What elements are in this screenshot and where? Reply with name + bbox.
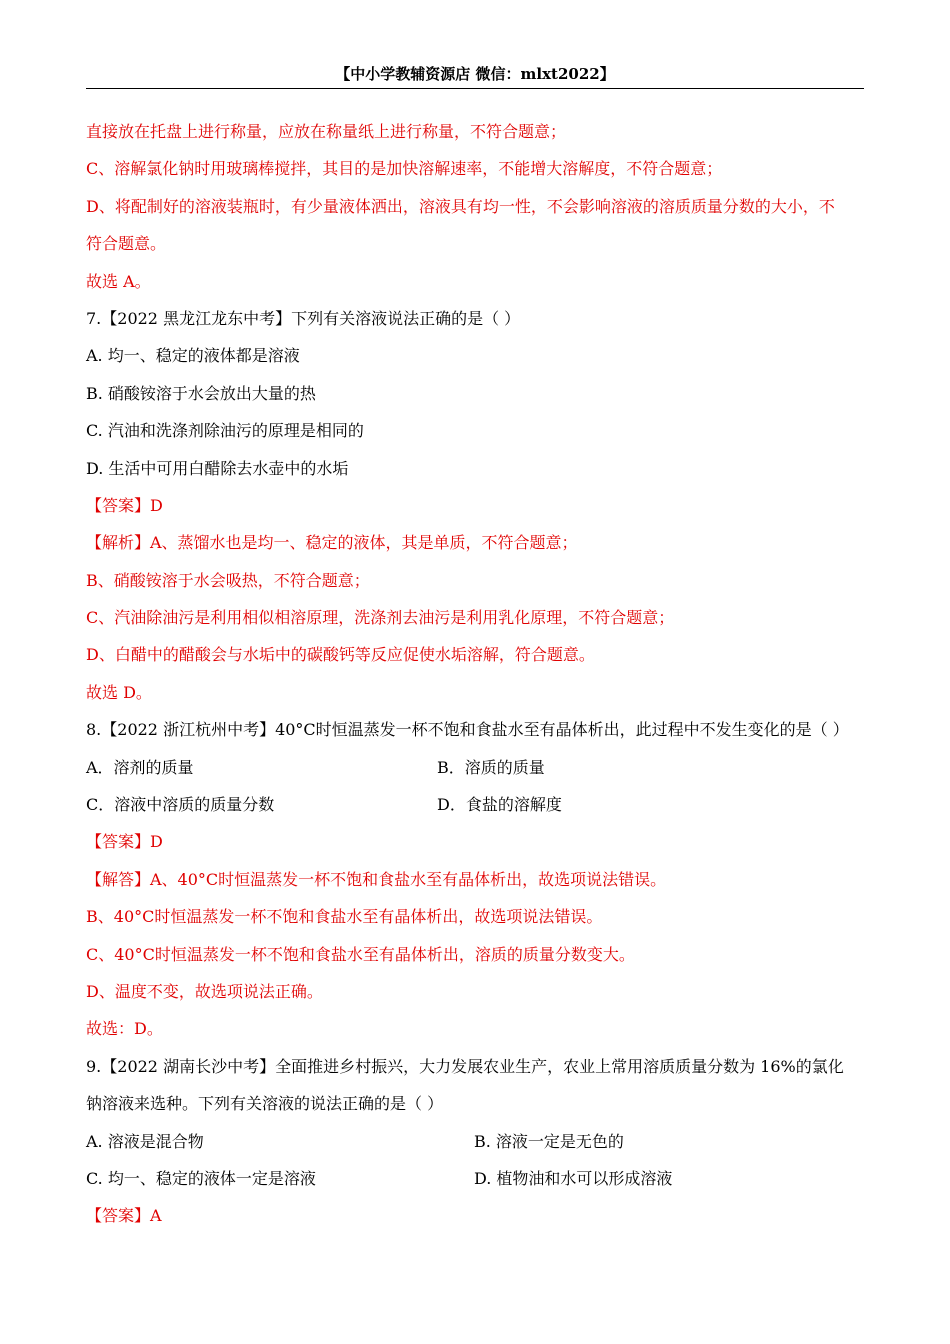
option-b: B. 溶液一定是无色的 <box>474 1131 624 1151</box>
option-d: D. 生活中可用白醋除去水壶中的水垢 <box>86 458 349 478</box>
analysis-line: C、溶解氯化钠时用玻璃棒搅拌，其目的是加快溶解速率，不能增大溶解度，不符合题意； <box>86 159 723 179</box>
conclusion: 故选：D。 <box>86 1019 163 1039</box>
question-9 <box>86 1048 866 1235</box>
analysis-line: C、40°C时恒温蒸发一杯不饱和食盐水至有晶体析出，溶质的质量分数变大。 <box>86 944 635 964</box>
analysis-line: D、温度不变，故选项说法正确。 <box>86 981 323 1001</box>
analysis-line: 直接放在托盘上进行称量，应放在称量纸上进行称量，不符合题意； <box>86 122 567 141</box>
analysis-line: D、将配制好的溶液装瓶时，有少量液体洒出，溶液具有均一性，不会影响溶液的溶质质量分数的大小，不 <box>86 196 835 216</box>
options-row <box>86 786 866 823</box>
analysis-line: D、白醋中的醋酸会与水垢中的碳酸钙等反应促使水垢溶解，符合题意。 <box>86 645 595 665</box>
options-row <box>86 1160 866 1197</box>
option-a: A. 均一、稳定的液体都是溶液 <box>86 346 300 366</box>
document-body <box>86 113 866 1235</box>
analysis-line: 【解析】A、蒸馏水也是均一、稳定的液体，其是单质，不符合题意； <box>86 533 578 553</box>
conclusion: 故选 A。 <box>86 271 151 291</box>
option-c: C. 汽油和洗涤剂除油污的原理是相同的 <box>86 421 364 441</box>
option-d: D. 植物油和水可以形成溶液 <box>474 1168 673 1188</box>
options-row <box>86 1123 866 1160</box>
question-7 <box>86 300 866 711</box>
options-row <box>86 749 866 786</box>
option-a: A. 溶液是混合物 <box>86 1131 204 1151</box>
option-c: C. 均一、稳定的液体一定是溶液 <box>86 1168 316 1188</box>
conclusion: 故选 D。 <box>86 682 152 702</box>
answer: 【答案】A <box>86 1206 162 1226</box>
option-b: B．溶质的质量 <box>437 757 545 777</box>
option-c: C．溶液中溶质的质量分数 <box>86 795 275 815</box>
answer: 【答案】D <box>86 832 163 852</box>
header-divider <box>86 88 864 89</box>
answer: 【答案】D <box>86 495 163 515</box>
option-a: A．溶剂的质量 <box>86 757 194 777</box>
question-stem: 9.【2022 湖南长沙中考】全面推进乡村振兴，大力发展农业生产，农业上常用溶质质量分数为 16%的氯化 <box>86 1056 844 1076</box>
analysis-line: 符合题意。 <box>86 234 167 254</box>
question-stem: 7.【2022 黑龙江龙东中考】下列有关溶液说法正确的是（ ） <box>86 308 521 328</box>
question-stem-continued: 钠溶液来选种。下列有关溶液的说法正确的是（ ） <box>86 1094 444 1114</box>
analysis-line: B、硝酸铵溶于水会吸热，不符合题意； <box>86 570 370 590</box>
analysis-line: B、40°C时恒温蒸发一杯不饱和食盐水至有晶体析出，故选项说法错误。 <box>86 907 603 927</box>
analysis-line: 【解答】A、40°C时恒温蒸发一杯不饱和食盐水至有晶体析出，故选项说法错误。 <box>86 869 667 889</box>
question-stem: 8.【2022 浙江杭州中考】40°C时恒温蒸发一杯不饱和食盐水至有晶体析出，此过程中不发生变化的是（ ） <box>86 720 849 740</box>
analysis-line: C、汽油除油污是利用相似相溶原理，洗涤剂去油污是利用乳化原理，不符合题意； <box>86 608 675 628</box>
option-d: D．食盐的溶解度 <box>437 795 562 815</box>
page-header: 【中小学教辅资源店 微信：mlxt2022】 <box>335 65 615 83</box>
question-8 <box>86 711 866 1048</box>
option-b: B. 硝酸铵溶于水会放出大量的热 <box>86 383 316 403</box>
previous-question-analysis <box>86 113 866 300</box>
